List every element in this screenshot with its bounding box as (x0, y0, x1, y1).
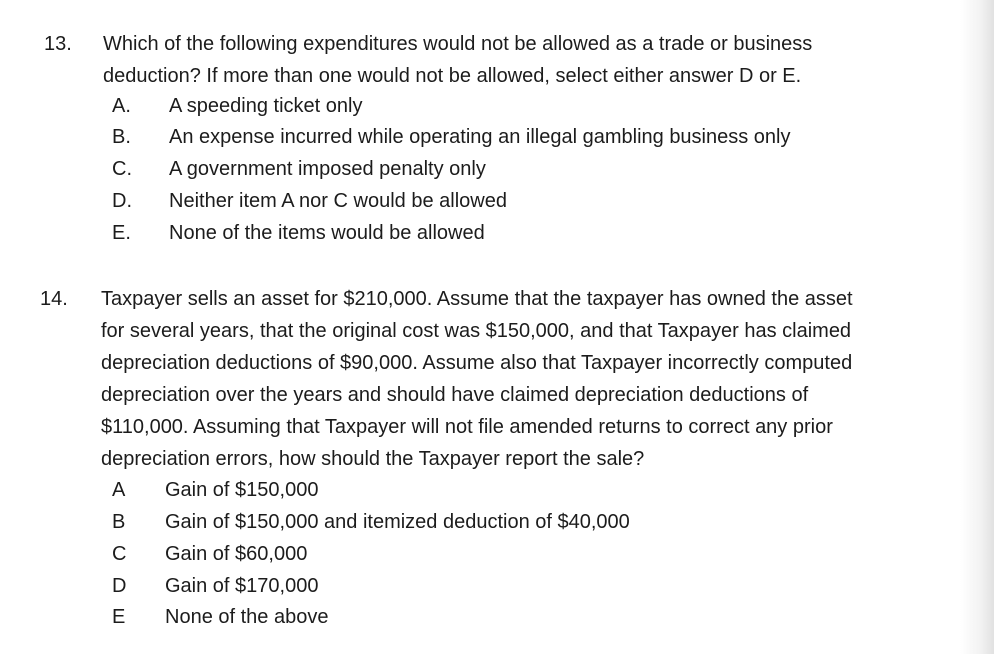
option-letter: D (112, 575, 127, 597)
stem-line: Taxpayer sells an asset for $210,000. Assume that the taxpayer has owned the asset (101, 288, 853, 310)
option-text: A government imposed penalty only (169, 158, 486, 180)
option-text: An expense incurred while operating an illegal gambling business only (169, 126, 791, 148)
stem-line: depreciation over the years and should have claimed depreciation deductions of (101, 384, 809, 406)
stem-line: Which of the following expenditures would not be allowed as a trade or business (103, 33, 813, 55)
stem-line: for several years, that the original cost was $150,000, and that Taxpayer has claimed (101, 320, 852, 342)
question-stem (101, 283, 853, 475)
option-letter: E (112, 606, 126, 628)
option-text: Gain of $60,000 (165, 543, 308, 565)
question-number: 13. (44, 33, 72, 55)
stem-line: $110,000. Assuming that Taxpayer will not file amended returns to correct any prior (101, 416, 833, 438)
option-text: None of the items would be allowed (169, 222, 485, 244)
option-text: Gain of $150,000 and itemized deduction of $40,000 (165, 511, 630, 533)
option-letter: A. (112, 95, 131, 117)
option-letter: B (112, 511, 126, 533)
option-letter: E. (112, 222, 131, 244)
stem-line: depreciation errors, how should the Taxpayer report the sale? (101, 448, 645, 470)
option-letter: D. (112, 190, 132, 212)
question-stem (103, 28, 812, 92)
question-number: 14. (40, 288, 68, 310)
option-letter: B. (112, 126, 131, 148)
stem-line: depreciation deductions of $90,000. Assume also that Taxpayer incorrectly computed (101, 352, 853, 374)
option-text: Gain of $170,000 (165, 575, 319, 597)
page-edge-shadow (960, 0, 994, 654)
option-text: None of the above (165, 606, 329, 628)
option-text: Gain of $150,000 (165, 479, 319, 501)
stem-line: deduction? If more than one would not be allowed, select either answer D or E. (103, 65, 802, 87)
option-letter: A (112, 479, 126, 501)
option-text: A speeding ticket only (169, 95, 363, 117)
option-text: Neither item A nor C would be allowed (169, 190, 507, 212)
option-letter: C (112, 543, 127, 565)
option-letter: C. (112, 158, 132, 180)
